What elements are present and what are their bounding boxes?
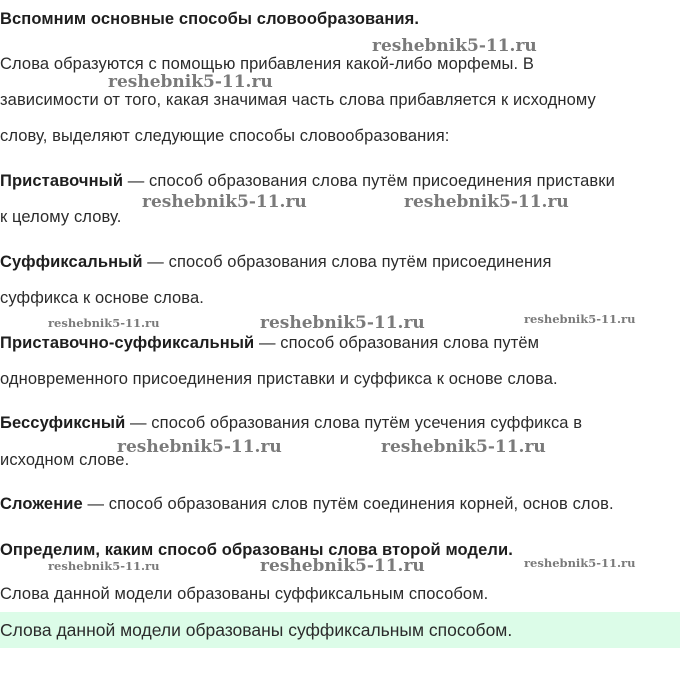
watermark: reshebnik5-11.ru bbox=[260, 313, 425, 333]
watermark: reshebnik5-11.ru bbox=[404, 192, 569, 212]
watermark: reshebnik5-11.ru bbox=[142, 192, 307, 212]
answer-box bbox=[0, 612, 680, 648]
method-suffix-cont: суффикса к основе слова. bbox=[0, 289, 204, 307]
method-prefix-suffix-term: Приставочно-суффиксальный bbox=[0, 334, 255, 352]
method-suffix bbox=[0, 252, 552, 272]
conclusion-text: Слова данной модели образованы суффиксальным способом. bbox=[0, 585, 489, 603]
method-prefix-suffix-desc: — способ образования слова путём bbox=[254, 334, 540, 352]
method-prefix-term: Приставочный bbox=[0, 172, 124, 190]
watermark: reshebnik5-11.ru bbox=[381, 437, 546, 457]
watermark: reshebnik5-11.ru bbox=[108, 72, 273, 92]
intro-line-2: зависимости от того, какая значимая часть слова прибавляется к исходному bbox=[0, 91, 596, 109]
watermark: reshebnik5-11.ru bbox=[48, 559, 160, 573]
answer-text: Слова данной модели образованы суффиксальным способом. bbox=[0, 620, 513, 640]
method-nonsuffix-desc: — способ образования слова путём усечения суффикса в bbox=[125, 414, 583, 432]
method-suffix-desc: — способ образования слова путём присоединения bbox=[142, 253, 552, 271]
method-compound-term: Сложение bbox=[0, 495, 83, 513]
method-prefix-desc: — способ образования слова путём присоединения приставки bbox=[123, 172, 615, 190]
method-prefix bbox=[0, 171, 615, 191]
heading-recall: Вспомним основные способы словообразования. bbox=[0, 10, 420, 28]
watermark: reshebnik5-11.ru bbox=[372, 36, 537, 56]
intro-line-1: Слова образуются с помощью прибавления какой-либо морфемы. В bbox=[0, 55, 534, 73]
method-nonsuffix bbox=[0, 413, 582, 433]
watermark: reshebnik5-11.ru bbox=[524, 312, 636, 326]
watermark: reshebnik5-11.ru bbox=[524, 556, 636, 570]
method-nonsuffix-term: Бессуфиксный bbox=[0, 414, 126, 432]
heading-determine: Определим, каким способ образованы слова второй модели. bbox=[0, 541, 513, 559]
method-prefix-cont: к целому слову. bbox=[0, 208, 122, 226]
method-nonsuffix-cont: исходном слове. bbox=[0, 451, 130, 469]
watermark: reshebnik5-11.ru bbox=[260, 556, 425, 576]
method-suffix-term: Суффиксальный bbox=[0, 253, 143, 271]
method-prefix-suffix bbox=[0, 333, 539, 353]
watermark: reshebnik5-11.ru bbox=[117, 437, 282, 457]
method-compound-desc: — способ образования слов путём соединения корней, основ слов. bbox=[82, 495, 614, 513]
method-compound bbox=[0, 494, 614, 514]
intro-line-3: слову, выделяют следующие способы словообразования: bbox=[0, 127, 450, 145]
watermark: reshebnik5-11.ru bbox=[48, 316, 160, 330]
method-prefix-suffix-cont: одновременного присоединения приставки и суффикса к основе слова. bbox=[0, 370, 558, 388]
